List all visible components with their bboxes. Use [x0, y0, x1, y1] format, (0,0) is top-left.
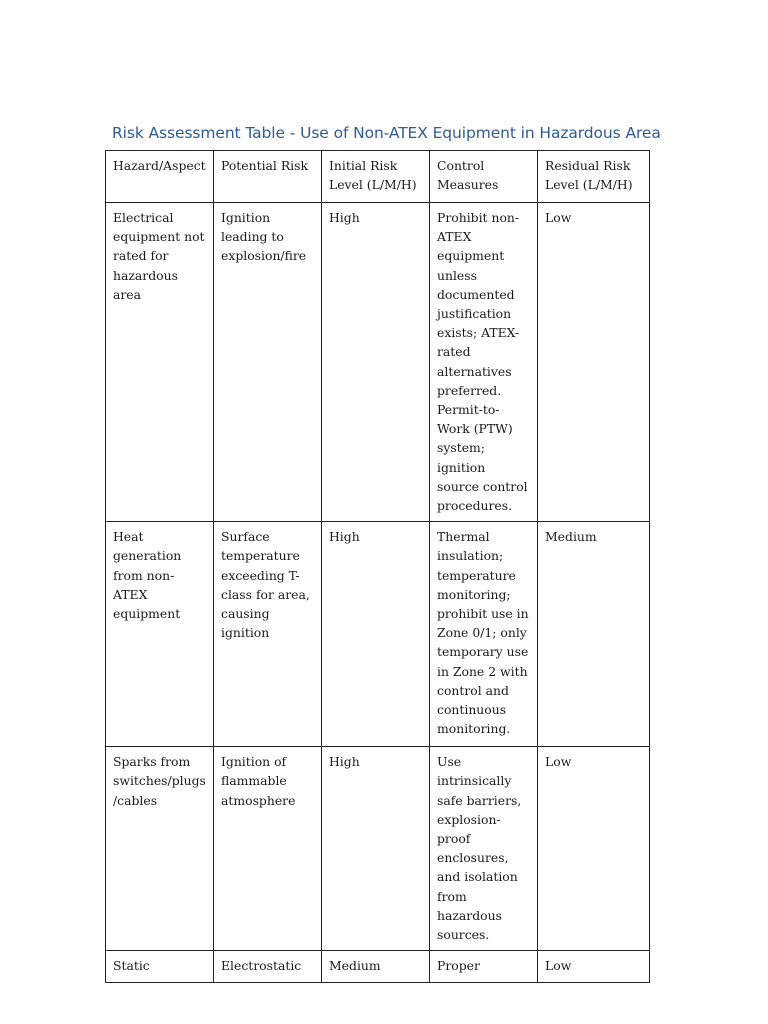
cell-initial-risk: High [322, 203, 430, 522]
cell-initial-risk: High [322, 522, 430, 747]
cell-residual-risk: Low [538, 203, 650, 522]
header-initial-risk-level: Initial Risk Level (L/M/H) [322, 151, 430, 203]
page-title: Risk Assessment Table - Use of Non-ATEX Equipment in Hazardous Area [112, 124, 661, 142]
cell-hazard: Static [106, 951, 214, 983]
cell-initial-risk: High [322, 747, 430, 951]
header-residual-risk-level: Residual Risk Level (L/M/H) [538, 151, 650, 203]
table-row [106, 522, 650, 747]
cell-potential-risk: Electrostatic [214, 951, 322, 983]
cell-potential-risk: Surface temperature exceeding T-class for area, causing ignition [214, 522, 322, 747]
header-control-measures: Control Measures [430, 151, 538, 203]
cell-hazard: Heat generation from non-ATEX equipment [106, 522, 214, 747]
header-potential-risk: Potential Risk [214, 151, 322, 203]
cell-residual-risk: Low [538, 747, 650, 951]
table-row [106, 203, 650, 522]
cell-control-measures: Proper [430, 951, 538, 983]
cell-residual-risk: Medium [538, 522, 650, 747]
cell-hazard: Electrical equipment not rated for hazardous area [106, 203, 214, 522]
cell-potential-risk: Ignition leading to explosion/fire [214, 203, 322, 522]
table-row [106, 747, 650, 951]
cell-residual-risk: Low [538, 951, 650, 983]
cell-control-measures: Prohibit non-ATEX equipment unless documented justification exists; ATEX-rated alternatives preferred. Permit-to-Work (PTW) system; ignition source control procedures. [430, 203, 538, 522]
header-hazard-aspect: Hazard/Aspect [106, 151, 214, 203]
risk-assessment-table [105, 150, 650, 983]
cell-control-measures: Thermal insulation; temperature monitoring; prohibit use in Zone 0/1; only temporary use in Zone 2 with control and continuous monitoring. [430, 522, 538, 747]
cell-initial-risk: Medium [322, 951, 430, 983]
table-row [106, 951, 650, 983]
cell-hazard: Sparks from switches/plugs /cables [106, 747, 214, 951]
cell-control-measures: Use intrinsically safe barriers, explosion-proof enclosures, and isolation from hazardous sources. [430, 747, 538, 951]
cell-potential-risk: Ignition of flammable atmosphere [214, 747, 322, 951]
table-header-row [106, 151, 650, 203]
